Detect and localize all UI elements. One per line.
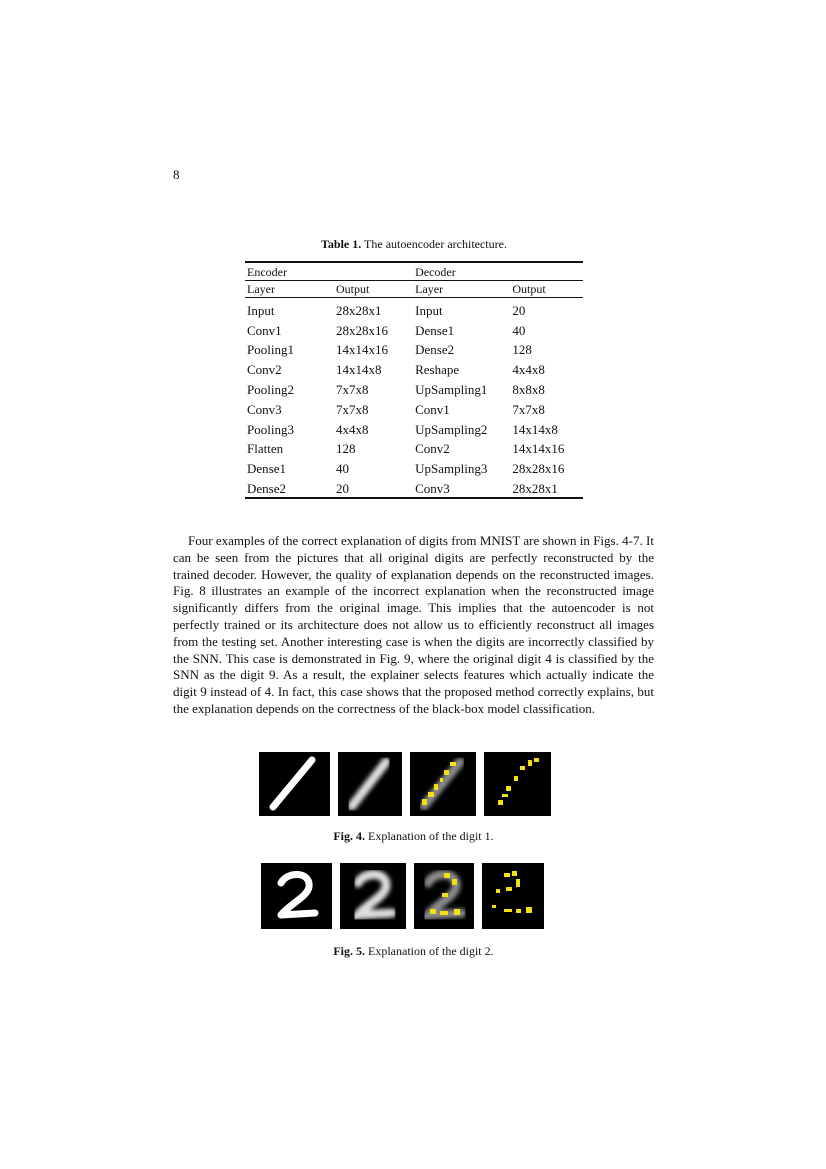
cell: 128 [336,441,356,457]
paragraph-text: Four examples of the correct explanation of digits from MNIST are shown in Figs. 4-7. It can be seen from the pictures that all original digits are perfectly reconstructed by the trained decoder. However, the quality of explanation depends on the reconstructed images. Fig. 8 illustrates an example of the incorrect explanation when the reconstructed image significantly differs from the original image. This implies that the autoencoder is not perfectly trained or its architecture does not allow us to efficiently reconstruct all images from the testing set. Another interesting case is when the digits are incorrectly classified by the SNN. This case is demonstrated in Fig. 9, where the original digit 4 is classified by the SNN as the digit 9. As a result, the explainer selects features which actually indicate the digit 9 instead of 4. In fact, this case shows that the proposed method correctly explains, but the explanation depends on the correctness of the black-box model classification. [173,533,654,716]
cell: UpSampling1 [415,381,488,397]
cell: UpSampling3 [415,461,488,477]
col-encoder-output: Output [334,281,413,298]
table-caption [245,237,583,252]
cell: 4x4x8 [512,362,545,378]
cell: 20 [512,302,526,318]
table-caption-label: Table 1. [321,237,362,251]
cell: Pooling3 [247,421,294,437]
cell: 128 [512,342,532,358]
cell: 7x7x8 [512,401,545,417]
col-encoder-layer: Layer [245,281,334,298]
figure-4-label: Fig. 4. [333,829,365,843]
table-row [245,397,583,417]
table-row [245,437,583,457]
cell: 4x4x8 [336,421,369,437]
table-row [245,298,583,318]
cell: 28x28x1 [510,476,583,498]
page-number: 8 [173,167,180,182]
cell: 8x8x8 [512,381,545,397]
figure-4-caption [173,829,654,844]
cell: Dense2 [245,476,334,498]
group-encoder: Encoder [245,262,413,281]
original-digit-1-image [259,752,330,816]
cell: Dense2 [415,342,455,358]
figure-5-label: Fig. 5. [333,944,365,958]
cell: Conv1 [415,401,450,417]
cell: 20 [334,476,413,498]
reconstructed-digit-2-image [340,863,406,929]
cell: Conv2 [247,362,282,378]
cell: 14x14x16 [336,342,388,358]
cell: Conv3 [413,476,510,498]
figure-5-text: Explanation of the digit 2. [365,944,494,958]
cell: Dense1 [247,461,286,477]
table-row [245,338,583,358]
explanation-overlay-digit-1-image [410,752,476,816]
cell: Pooling2 [247,381,294,397]
reconstructed-digit-1-image [338,752,402,816]
cell: 40 [512,322,526,338]
cell: Input [415,302,443,318]
cell: Conv1 [247,322,282,338]
cell: Dense1 [415,322,455,338]
cell: 14x14x16 [512,441,565,457]
cell: 7x7x8 [336,381,369,397]
figure-5-caption [173,944,654,959]
table-row [245,357,583,377]
cell: 14x14x8 [336,362,382,378]
cell: 28x28x16 [512,461,565,477]
col-decoder-output: Output [510,281,583,298]
cell: Input [247,302,275,318]
cell: Conv3 [247,401,282,417]
table-row [245,476,583,498]
group-decoder: Decoder [413,262,583,281]
cell: Reshape [415,362,460,378]
table-row [245,318,583,338]
cell: 28x28x1 [336,302,382,318]
col-decoder-layer: Layer [413,281,510,298]
table-caption-text: The autoencoder architecture. [361,237,507,251]
explanation-features-digit-1-image [484,752,551,816]
cell: Conv2 [415,441,450,457]
figure-4-images [259,752,551,816]
cell: 14x14x8 [512,421,558,437]
explanation-features-digit-2-image [482,863,544,929]
table-row [245,377,583,397]
cell: Flatten [247,441,284,457]
table-group-header [245,262,583,281]
cell: 28x28x16 [336,322,388,338]
body-paragraph [173,533,654,718]
explanation-overlay-digit-2-image [414,863,474,929]
cell: Pooling1 [247,342,294,358]
figure-4-text: Explanation of the digit 1. [365,829,494,843]
cell: 7x7x8 [336,401,369,417]
cell: UpSampling2 [415,421,488,437]
table-column-header [245,281,583,298]
cell: 40 [336,461,349,477]
table-row [245,417,583,437]
figure-5-images [261,863,544,929]
architecture-table [245,261,583,499]
original-digit-2-image [261,863,332,929]
table-row [245,456,583,476]
